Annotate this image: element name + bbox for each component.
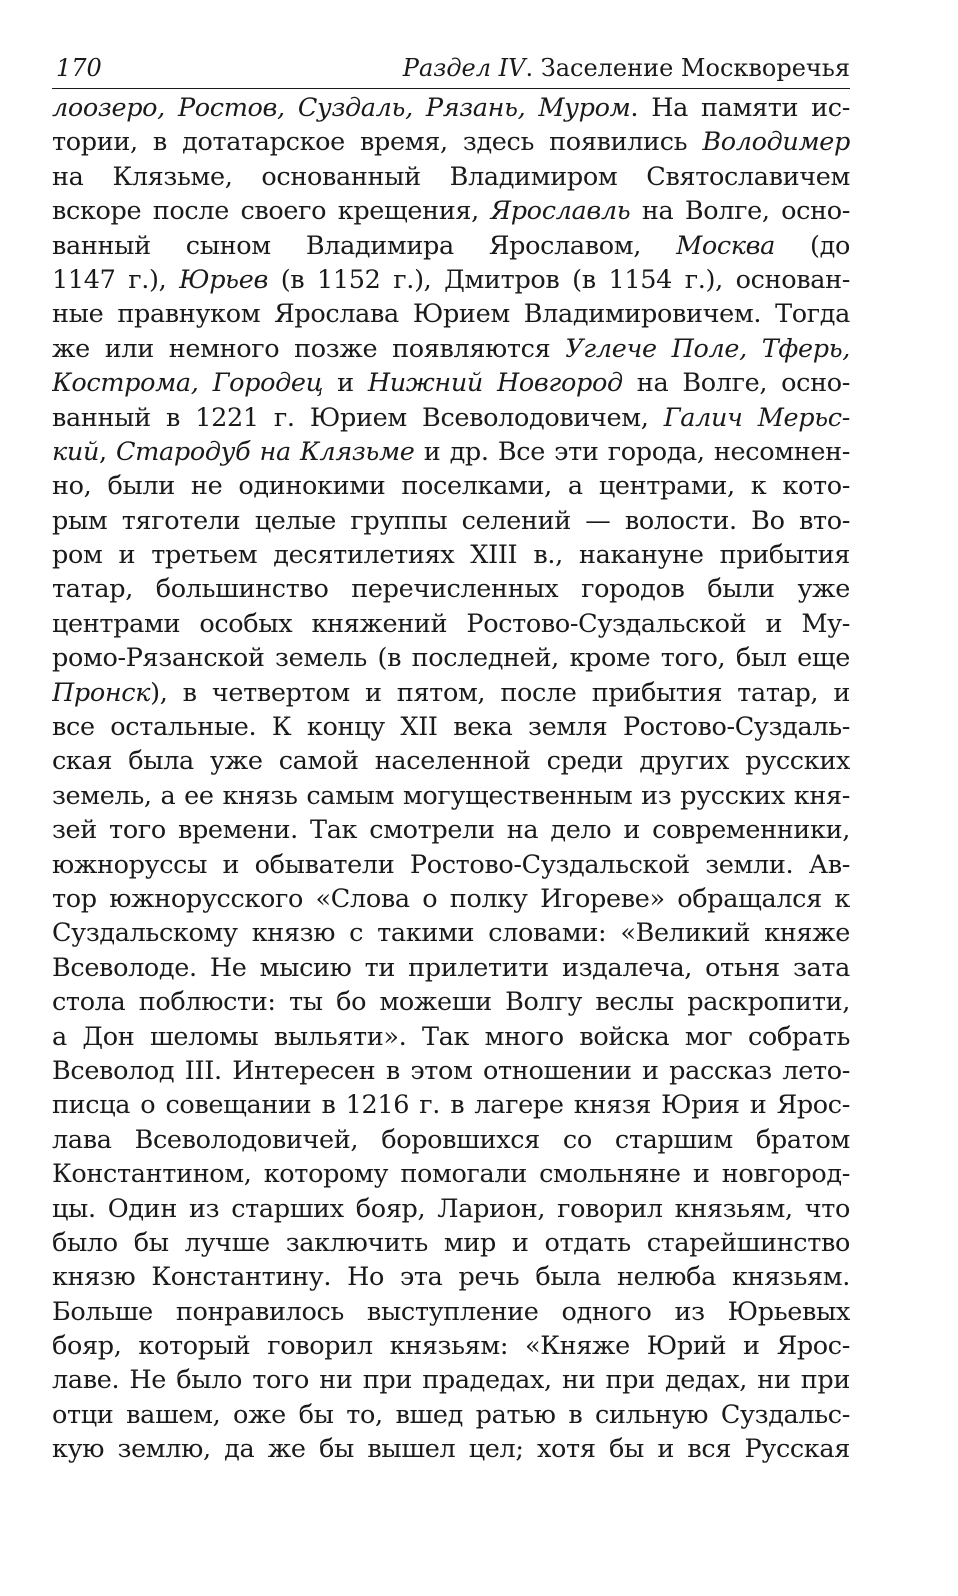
text-segment: ром и третьем десятилетиях XIII в., накануне прибытия — [52, 540, 850, 571]
text-line — [52, 882, 850, 916]
text-line — [52, 1088, 850, 1122]
text-line — [52, 1020, 850, 1054]
text-line — [52, 469, 850, 503]
text-segment: князю Константину. Но эта речь была нелюба князьям. — [52, 1262, 850, 1293]
text-segment: Константином, которому помогали смольняне и новгород- — [52, 1159, 850, 1190]
text-segment: ская была уже самой населенной среди других русских — [52, 746, 850, 777]
text-line — [52, 641, 850, 675]
italic-place-name: лоозеро, Ростов, Суздаль, Рязань, Муром — [52, 93, 631, 123]
text-segment: ные правнуком Ярослава Юрием Владимировичем. Тогда — [52, 299, 850, 330]
italic-place-name: Углече Поле, Тферь, — [565, 333, 850, 364]
text-segment: на Клязьме, основанный Владимиром Святославичем — [52, 161, 850, 192]
text-line — [52, 607, 850, 641]
text-segment: 1147 г.), — [52, 264, 180, 295]
italic-place-name: кий — [52, 436, 100, 467]
text-segment: Суздальскому князю с такими словами: «Великий княже — [52, 918, 850, 949]
section-title — [403, 48, 850, 88]
text-segment: , — [99, 436, 117, 467]
text-segment: земель, а ее князь самым могущественным из русских кня- — [52, 780, 850, 811]
text-segment: и др. Все эти города, несомнен- — [414, 436, 850, 467]
text-line — [52, 538, 850, 572]
text-line — [52, 366, 850, 400]
text-line — [52, 848, 850, 882]
text-segment: (до — [775, 230, 850, 261]
italic-place-name: Юрьев — [179, 264, 268, 295]
page-number: 170 — [56, 54, 102, 82]
text-segment: ванный сыном Владимира Ярославом, — [52, 230, 677, 261]
text-segment: кую землю, да же бы вышел цел; хотя бы и вся Русская — [52, 1434, 850, 1465]
text-segment: (в 1152 г.), Дмитров (в 1154 г.), основан- — [267, 264, 850, 295]
text-segment: цы. Один из старших бояр, Ларион, говорил князьям, что — [52, 1193, 850, 1224]
text-line — [52, 91, 850, 125]
text-segment: ромо-Рязанской земель (в последней, кроме того, был еще — [52, 643, 850, 674]
text-line — [52, 1329, 850, 1363]
text-line — [52, 1432, 850, 1466]
text-segment: лаве. Не было того ни при прадедах, ни при дедах, ни при — [52, 1365, 850, 1396]
text-line — [52, 160, 850, 194]
text-segment: . На памяти ис- — [630, 93, 850, 123]
body-text — [52, 91, 850, 1467]
text-line — [52, 1260, 850, 1294]
text-segment: но, были не одинокими поселками, а центрами, к кото- — [52, 471, 850, 502]
text-segment: татар, большинство перечисленных городов были уже — [52, 574, 850, 605]
text-segment: все остальные. К концу XII века земля Ростово-Суздаль- — [52, 712, 850, 743]
text-line — [52, 676, 850, 710]
text-segment: центрами особых княжений Ростово-Суздальской и Му- — [52, 608, 850, 639]
italic-place-name: Кострома, Городец — [52, 368, 324, 399]
italic-place-name: Пронск — [52, 677, 151, 708]
text-segment: писца о совещании в 1216 г. в лагере князя Юрия и Ярос- — [52, 1090, 850, 1121]
text-line — [52, 1295, 850, 1329]
text-segment: на Волге, осно- — [622, 368, 850, 399]
text-line — [52, 401, 850, 435]
text-segment: ванный в 1221 г. Юрием Всеволодовичем, — [52, 402, 664, 433]
italic-place-name: Москва — [676, 230, 775, 261]
text-segment: лава Всеволодовичей, боровшихся со старшим братом — [52, 1124, 850, 1155]
text-line — [52, 435, 850, 469]
text-segment: тор южнорусского «Слова о полку Игореве» обращался к — [52, 883, 850, 914]
text-segment: зей того времени. Так смотрели на дело и современники, — [52, 815, 850, 846]
text-line — [52, 951, 850, 985]
text-segment: было бы лучше заключить мир и отдать старейшинство — [52, 1227, 850, 1258]
text-segment: рым тяготели целые группы селений — волости. Во вто- — [52, 505, 850, 536]
text-segment: стола поблюсти: ты бо можеши Волгу веслы раскропити, — [52, 987, 850, 1018]
text-segment: южноруссы и обыватели Ростово-Суздальской земли. Ав- — [52, 849, 850, 880]
text-line — [52, 779, 850, 813]
text-line — [52, 504, 850, 538]
text-line — [52, 985, 850, 1019]
text-line — [52, 1054, 850, 1088]
text-segment: Больше понравилось выступление одного из Юрьевых — [52, 1296, 850, 1327]
italic-place-name: Стародуб на Клязьме — [116, 436, 415, 467]
text-line — [52, 263, 850, 297]
running-head — [52, 48, 850, 89]
text-line — [52, 813, 850, 847]
text-line — [52, 572, 850, 606]
text-line — [52, 297, 850, 331]
text-line — [52, 1363, 850, 1397]
text-segment: тории, в дотатарское время, здесь появились — [52, 127, 703, 158]
text-line — [52, 744, 850, 778]
text-segment: ), в четвертом и пятом, после прибытия татар, и — [150, 677, 850, 708]
section-title-text: . Заселение Москворечья — [525, 54, 850, 82]
text-line — [52, 916, 850, 950]
italic-place-name: Галич Мерьс- — [663, 402, 850, 433]
text-line — [52, 1226, 850, 1260]
text-segment: вскоре после своего крещения, — [52, 196, 491, 227]
text-line — [52, 229, 850, 263]
text-line — [52, 1157, 850, 1191]
text-segment: же или немного позже появляются — [52, 333, 566, 364]
italic-place-name: Володимер — [702, 127, 850, 158]
section-prefix: Раздел IV — [402, 54, 526, 82]
text-segment: отци вашем, оже бы то, вшед ратью в сильную Суздальс- — [52, 1399, 850, 1430]
text-line — [52, 1398, 850, 1432]
text-segment: на Волге, осно- — [630, 196, 850, 227]
text-segment: а Дон шеломы выльяти». Так много войска мог собрать — [52, 1021, 850, 1052]
text-line — [52, 332, 850, 366]
italic-place-name: Ярославль — [490, 196, 631, 227]
text-segment: Всеволод III. Интересен в этом отношении и рассказ лето- — [52, 1055, 850, 1086]
text-segment: Всеволоде. Не мысию ти прилетити издалеча, отьня зата — [52, 952, 850, 983]
text-segment: бояр, который говорил князьям: «Княже Юрий и Ярос- — [52, 1331, 850, 1362]
text-segment: и — [323, 368, 368, 399]
text-line — [52, 710, 850, 744]
book-page — [52, 48, 850, 1467]
text-line — [52, 1192, 850, 1226]
text-line — [52, 194, 850, 228]
italic-place-name: Нижний Новгород — [367, 368, 623, 399]
text-line — [52, 125, 850, 159]
text-line — [52, 1123, 850, 1157]
